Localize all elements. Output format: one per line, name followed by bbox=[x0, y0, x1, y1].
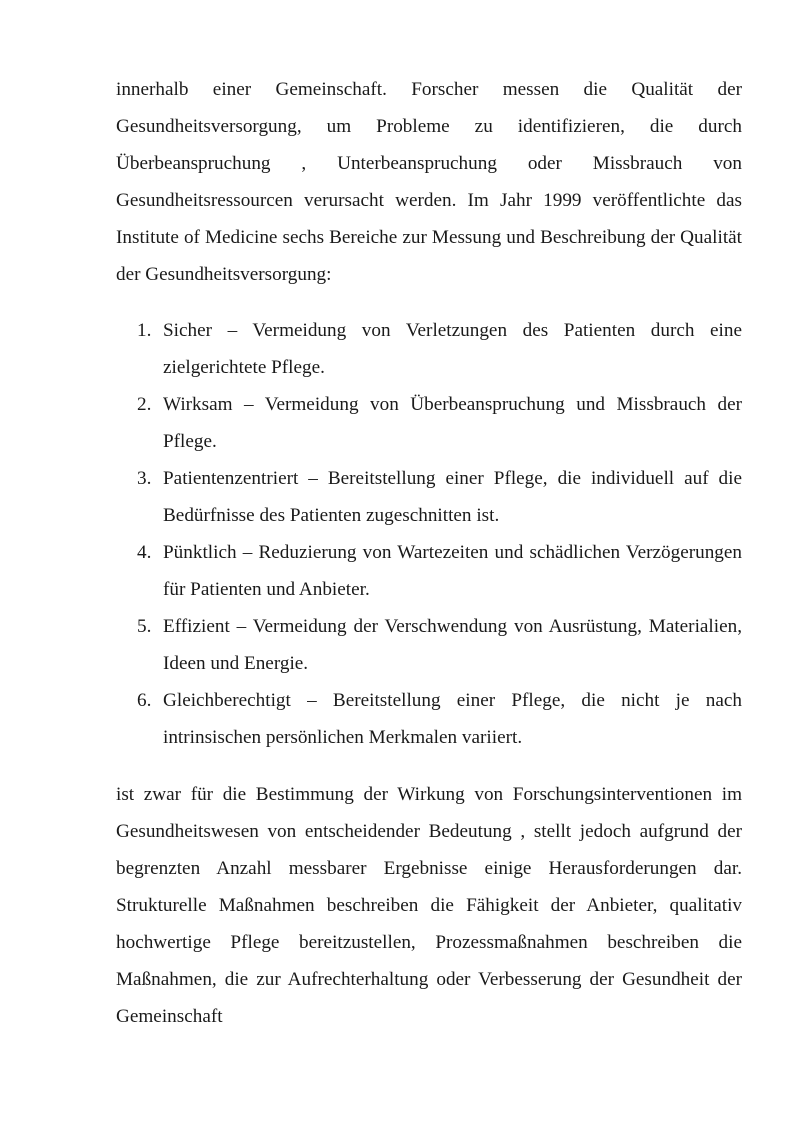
list-item-text: Pünktlich – Reduzierung von Wartezeiten und schädlichen Verzögerungen für Patienten und Anbieter. bbox=[163, 542, 742, 600]
list-item-number: 1. bbox=[137, 320, 152, 341]
list-item bbox=[116, 460, 742, 534]
quality-domains-list bbox=[116, 312, 742, 756]
list-item-text: Effizient – Vermeidung der Verschwendung von Ausrüstung, Materialien, Ideen und Energie. bbox=[163, 616, 742, 674]
list-item-text: Sicher – Vermeidung von Verletzungen des Patienten durch eine zielgerichtete Pflege. bbox=[163, 320, 742, 378]
list-item bbox=[116, 608, 742, 682]
list-item-text: Wirksam – Vermeidung von Überbeanspruchung und Missbrauch der Pflege. bbox=[163, 394, 742, 452]
list-item-number: 2. bbox=[137, 394, 152, 415]
list-item-number: 4. bbox=[137, 542, 152, 563]
body-paragraph-intro: innerhalb einer Gemeinschaft. Forscher messen die Qualität der Gesundheitsversorgung, um Probleme zu identifizieren, die durch Überbeanspruchung , Unterbeanspruchung oder Missbrauch von Gesundheitsressourcen verursacht werden. Im Jahr 1999 veröffentlichte das Institute of Medicine sechs Bereiche zur Messung und Beschreibung der Qualität der Gesundheitsversorgung: bbox=[116, 79, 742, 285]
list-item-text: Gleichberechtigt – Bereitstellung einer Pflege, die nicht je nach intrinsischen persönlichen Merkmalen variiert. bbox=[163, 690, 742, 748]
list-item bbox=[116, 682, 742, 756]
list-item-number: 6. bbox=[137, 690, 152, 711]
list-item-number: 5. bbox=[137, 616, 152, 637]
body-paragraph-continued: ist zwar für die Bestimmung der Wirkung von Forschungsinterventionen im Gesundheitswesen von entscheidender Bedeutung , stellt jedoch aufgrund der begrenzten Anzahl messbarer Ergebnisse einige Herausforderungen dar. Strukturelle Maßnahmen beschreiben die Fähigkeit der Anbieter, qualitativ hochwertige Pflege bereitzustellen, Prozessmaßnahmen beschreiben die Maßnahmen, die zur Aufrechterhaltung oder Verbesserung der Gesundheit der Gemeinschaft bbox=[116, 784, 742, 1027]
list-item bbox=[116, 534, 742, 608]
list-item-text: Patientenzentriert – Bereitstellung einer Pflege, die individuell auf die Bedürfnisse des Patienten zugeschnitten ist. bbox=[163, 468, 742, 526]
list-item bbox=[116, 386, 742, 460]
list-item-number: 3. bbox=[137, 468, 152, 489]
list-item bbox=[116, 312, 742, 386]
